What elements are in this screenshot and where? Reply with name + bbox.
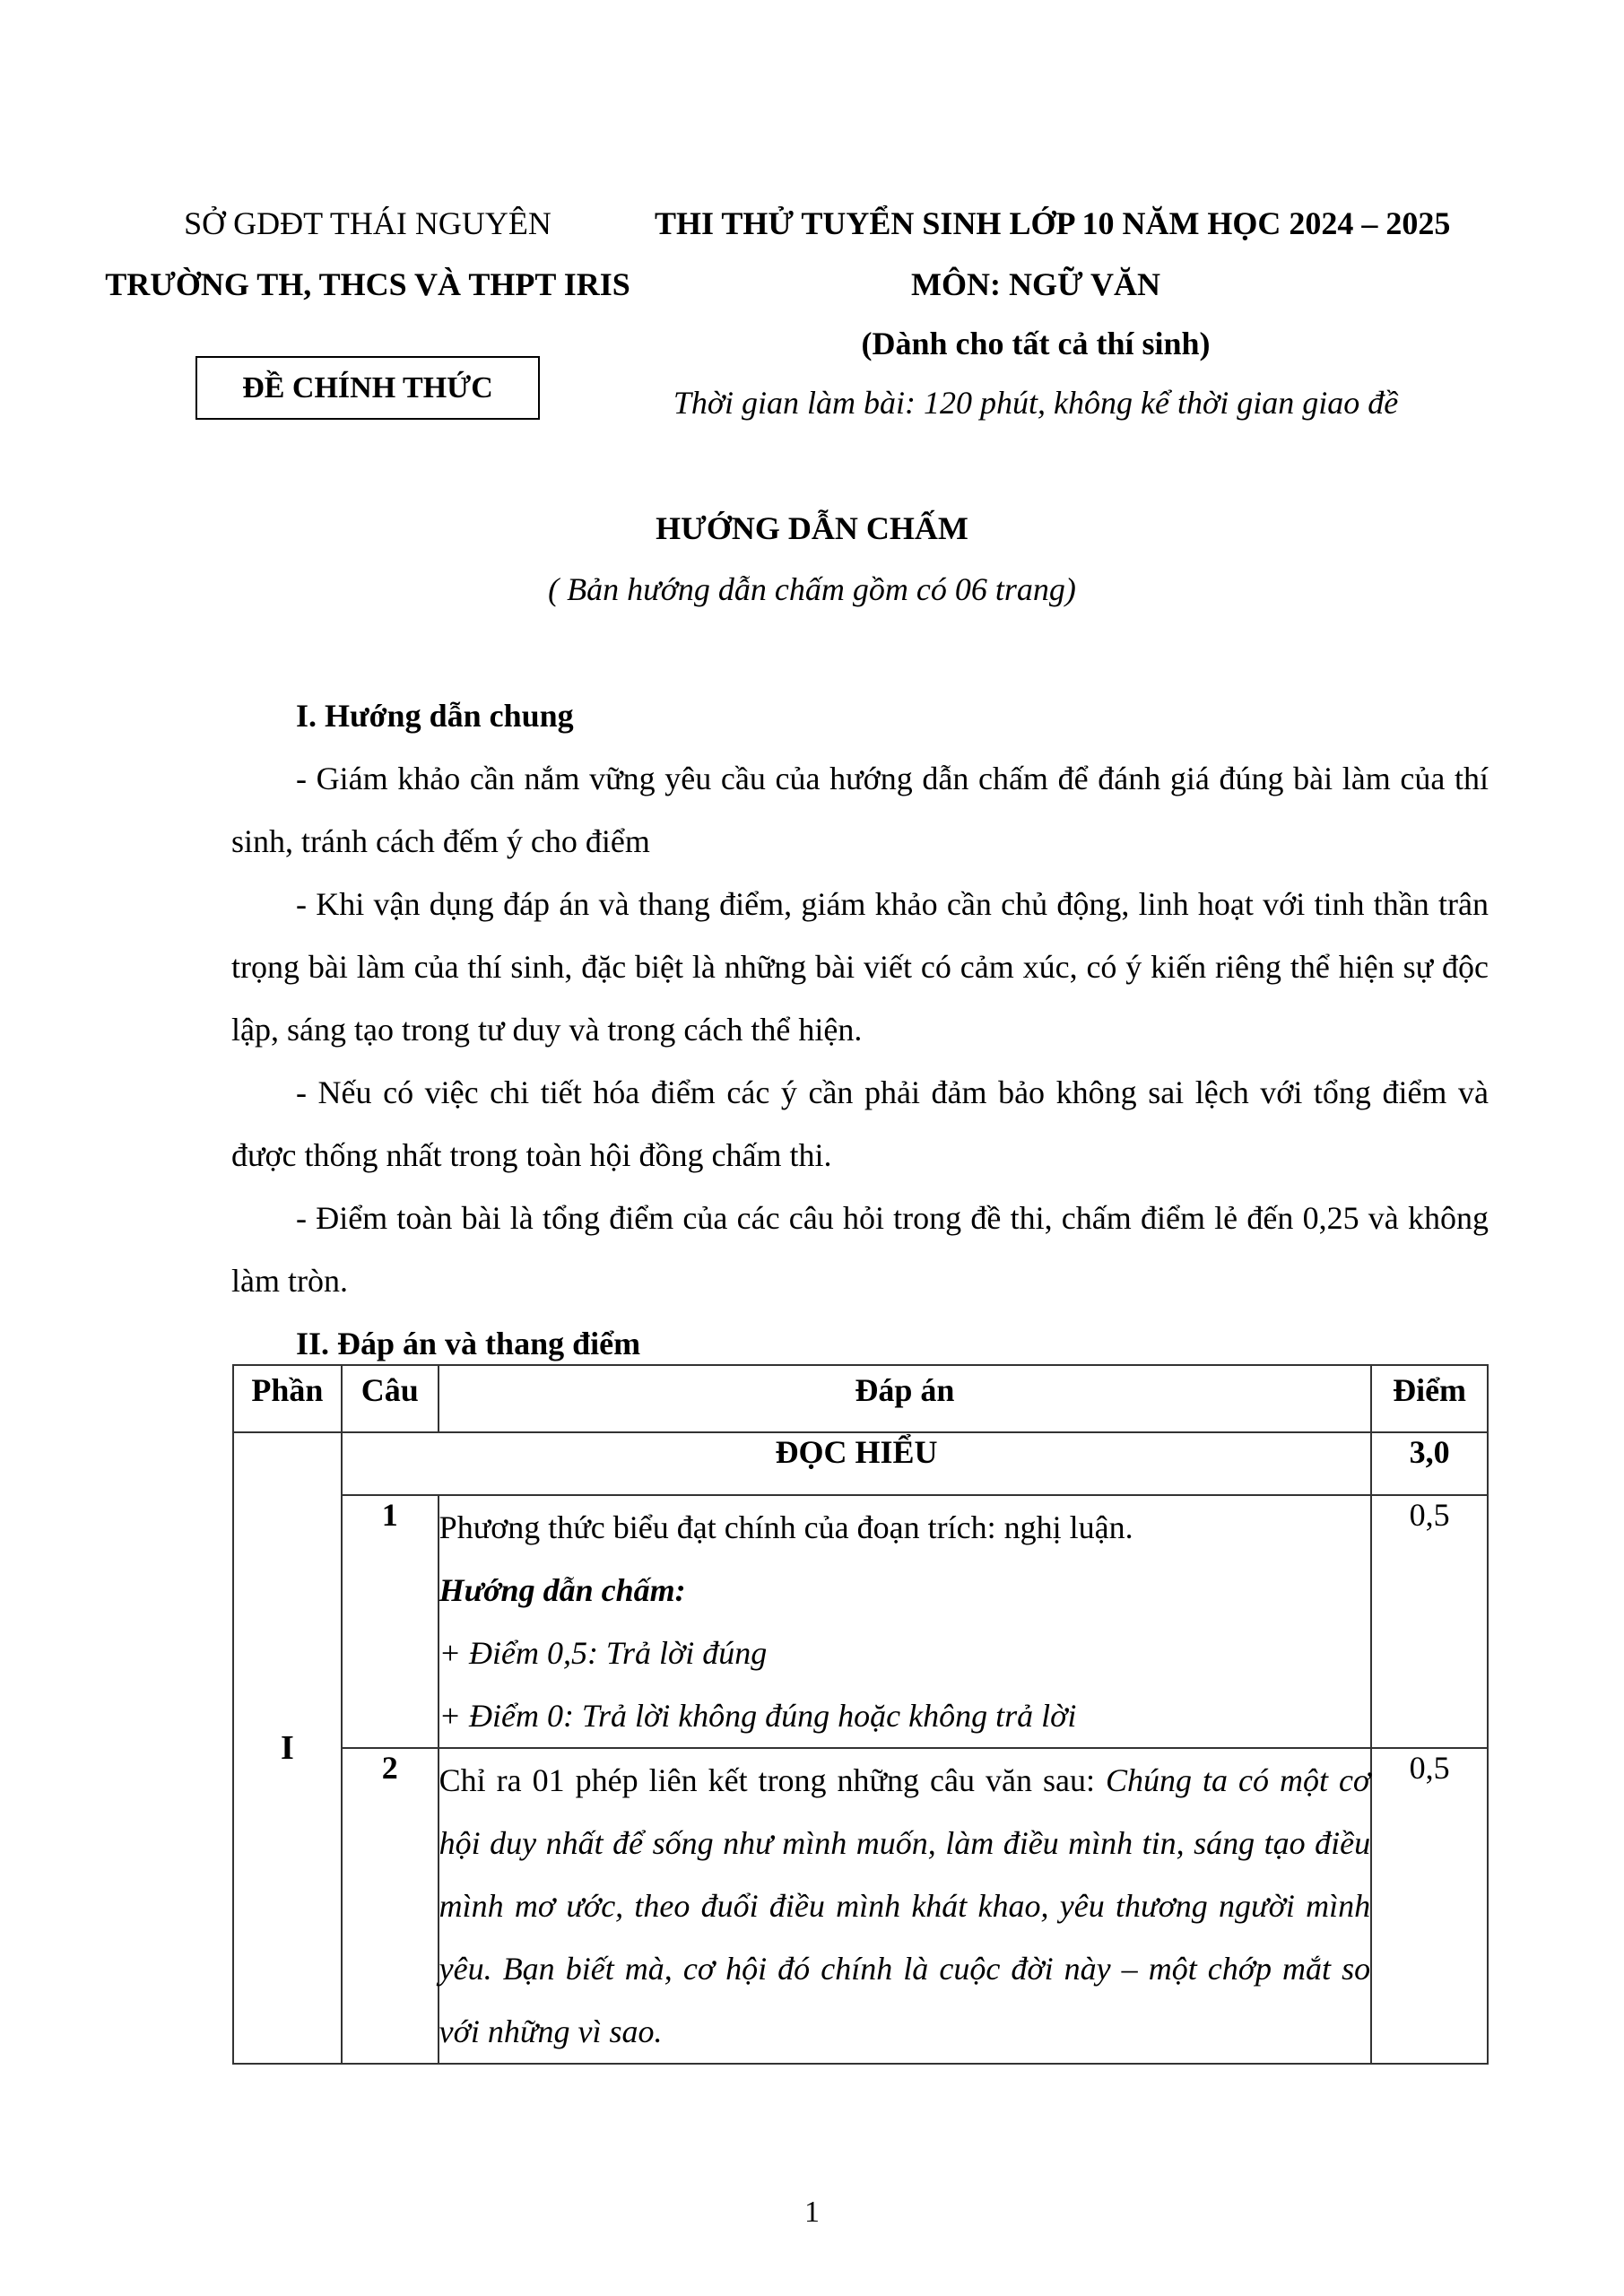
exam-audience: (Dành cho tất cả thí sinh) xyxy=(861,326,1211,361)
question-number: 1 xyxy=(342,1495,439,1748)
table-header-row xyxy=(233,1365,1488,1432)
document-subtitle: ( Bản hướng dẫn chấm gồm có 06 trang) xyxy=(548,571,1076,607)
guidance-item: - Nếu có việc chi tiết hóa điểm các ý cần phải đảm bảo không sai lệch với tổng điểm và được thống nhất trong toàn hội đồng chấm thi. xyxy=(231,1074,1489,1173)
school-name: TRƯỜNG TH, THCS VÀ THPT IRIS xyxy=(105,266,630,302)
answer-text: Chỉ ra 01 phép liên kết trong những câu văn sau: xyxy=(439,1762,1106,1798)
guidance-item: - Khi vận dụng đáp án và thang điểm, giám khảo cần chủ động, linh hoạt với tinh thần trân trọng bài làm của thí sinh, đặc biệt là những bài viết có cảm xúc, có ý kiến riêng thể hiện sự độc lập, sáng tạo trong tư duy và trong cách thể hiện. xyxy=(231,886,1489,1048)
question-score: 0,5 xyxy=(1371,1495,1488,1748)
grading-guide-line: + Điểm 0: Trả lời không đúng hoặc không trả lời xyxy=(439,1698,1077,1734)
question-score: 0,5 xyxy=(1371,1748,1488,2064)
grading-guide-label: Hướng dẫn chấm: xyxy=(439,1572,686,1608)
exam-subject: MÔN: NGỮ VĂN xyxy=(911,266,1160,302)
table-row xyxy=(233,1495,1488,1748)
answer-cell xyxy=(439,1495,1371,1748)
section-heading-general: I. Hướng dẫn chung xyxy=(296,698,574,734)
page-number: 1 xyxy=(804,2196,820,2229)
section-label: ĐỌC HIỂU xyxy=(342,1432,1371,1495)
header-dap-an: Đáp án xyxy=(439,1365,1371,1432)
header-diem: Điểm xyxy=(1371,1365,1488,1432)
answer-text: Phương thức biểu đạt chính của đoạn trích: nghị luận. xyxy=(439,1509,1133,1545)
exam-duration: Thời gian làm bài: 120 phút, không kể thời gian giao đề xyxy=(673,385,1399,421)
header-phan: Phần xyxy=(233,1365,342,1432)
official-badge-label: ĐỀ CHÍNH THỨC xyxy=(242,370,493,404)
guidance-item: - Điểm toàn bài là tổng điểm của các câu hỏi trong đề thi, chấm điểm lẻ đến 0,25 và không làm tròn. xyxy=(231,1200,1489,1299)
table-row xyxy=(233,1748,1488,2064)
grading-guide-line: + Điểm 0,5: Trả lời đúng xyxy=(439,1635,768,1671)
document-title: HƯỚNG DẪN CHẤM xyxy=(656,510,968,546)
department-name: SỞ GDĐT THÁI NGUYÊN xyxy=(184,205,551,241)
part-label: I xyxy=(233,1432,342,2064)
section-heading-answers: II. Đáp án và thang điểm xyxy=(296,1326,641,1361)
header-cau: Câu xyxy=(342,1365,439,1432)
section-row xyxy=(233,1432,1488,1495)
general-guidance-section xyxy=(231,684,1489,1375)
guidance-item: - Giám khảo cần nắm vững yêu cầu của hướng dẫn chấm để đánh giá đúng bài làm của thí sinh, tránh cách đếm ý cho điểm xyxy=(231,761,1489,859)
answer-quote: Chúng ta có một cơ hội duy nhất để sống như mình muốn, làm điều mình tin, sáng tạo điều mình mơ ước, theo đuổi điều mình khát khao, yêu thương người mình yêu. Bạn biết mà, cơ hội đó chính là cuộc đời này – một chớp mắt so với những vì sao. xyxy=(439,1762,1371,2049)
answer-table xyxy=(232,1364,1489,2065)
question-number: 2 xyxy=(342,1748,439,2064)
answer-cell xyxy=(439,1748,1371,2064)
section-score: 3,0 xyxy=(1371,1432,1488,1495)
exam-title: THI THỬ TUYỂN SINH LỚP 10 NĂM HỌC 2024 – 2025 xyxy=(655,205,1451,241)
official-badge xyxy=(195,356,540,420)
